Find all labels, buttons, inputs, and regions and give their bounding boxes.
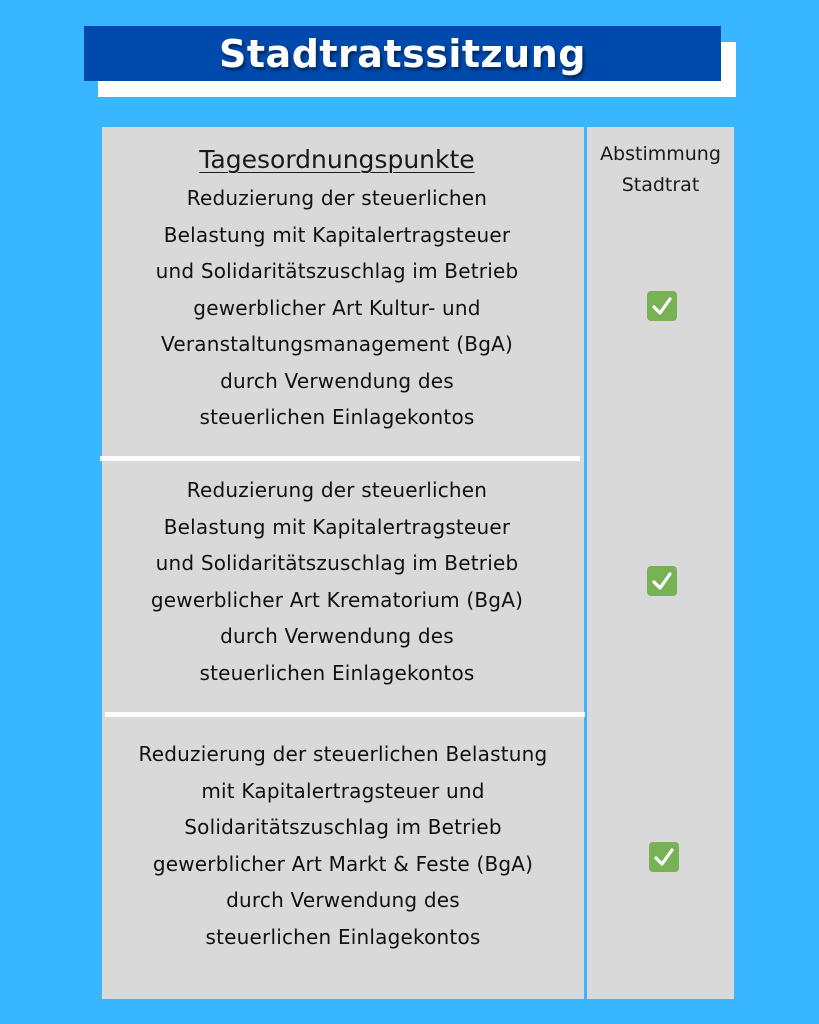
check-mark-icon — [647, 291, 677, 321]
check-mark-icon — [649, 842, 679, 872]
agenda-divider — [105, 712, 585, 717]
agenda-item-text: Reduzierung der steuerlichen Belastung mit Kapitalertragsteuer und Solidaritätszuschlag im Betrieb gewerblicher Art Kultur- und Veranstaltungsmanagement (BgA) durch Verwendung des steuerlichen Einlagekontos — [155, 186, 519, 429]
vote-column-header: Abstimmung Stadtrat — [600, 143, 721, 196]
agenda-item-text: Reduzierung der steuerlichen Belastung mit Kapitalertragsteuer und Solidaritätszuschlag im Betrieb gewerblicher Art Markt & Feste (BgA) durch Verwendung des steuerlichen Einlagekontos — [138, 742, 548, 949]
agenda-divider — [100, 456, 580, 461]
agenda-heading: Tagesordnungspunkte — [199, 145, 475, 174]
agenda-item-text: Reduzierung der steuerlichen Belastung mit Kapitalertragsteuer und Solidaritätszuschlag im Betrieb gewerblicher Art Krematorium (BgA) durch Verwendung des steuerlichen Einlagekontos — [150, 478, 524, 685]
page-title: Stadtratssitzung — [219, 31, 586, 76]
title-banner — [84, 26, 721, 81]
check-mark-icon — [647, 566, 677, 596]
